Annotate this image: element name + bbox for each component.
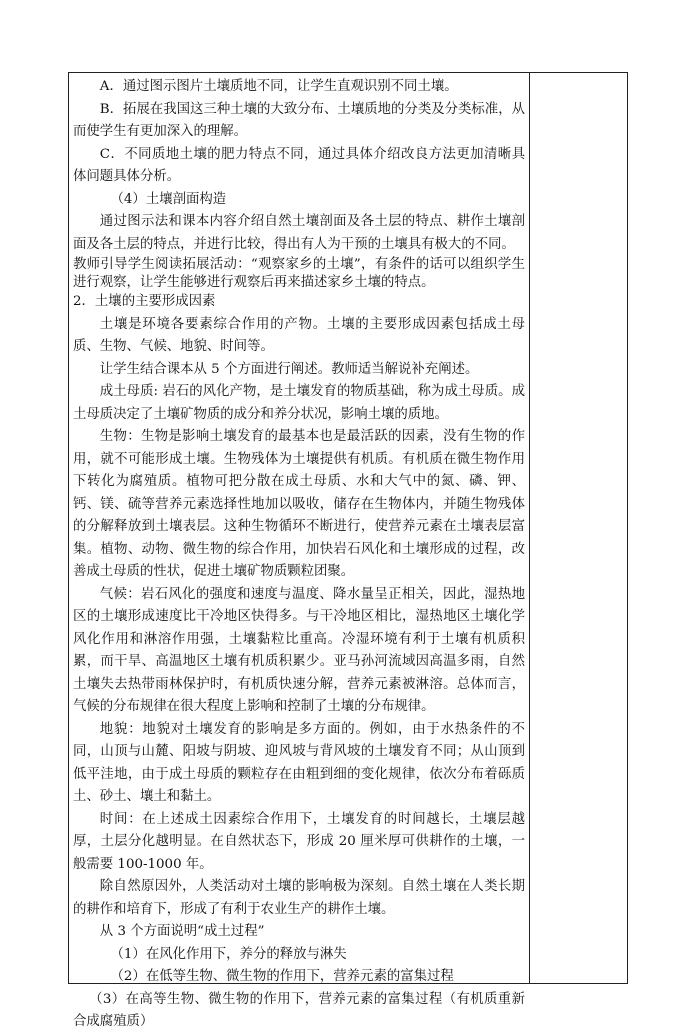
paragraph: 生物：生物是影响土壤发育的最基本也是最活跃的因素，没有生物的作用，就不可能形成土壤。生物残体为土壤提供有机质。有机质在微生物作用下转化为腐殖质。植物可把分散在成土母质、水和大气中的氮、磷、钾、钙、镁、硫等营养元素选择性地加以吸收，储存在生物体内，并随生物残体的分解释放到土壤表层。这种生物循环不断进行，使营养元素在土壤表层富集。植物、动物、微生物的综合作用，加快岩石风化和土壤形成的过程，改善成土母质的性状，促进土壤矿物质颗粒团聚。 (73, 429, 525, 579)
paragraph: 除自然原因外，人类活动对土壤的影响极为深刻。自然土壤在人类长期的耕作和培育下，形成了有利于农业生产的耕作土壤。 (73, 879, 525, 917)
paragraph: B．拓展在我国这三种土壤的大致分布、土壤质地的分类及分类标准，从而使学生有更加深入的理解。 (73, 101, 525, 139)
paragraph: C．不同质地土壤的肥力特点不同，通过具体介绍改良方法更加清晰具体问题具体分析。 (73, 146, 525, 184)
list-item: （3）在高等生物、微生物的作用下，营养元素的富集过程（有机质重新合成腐殖质） (73, 991, 525, 1029)
column-divider (529, 72, 530, 984)
paragraph: 让学生结合课本从 5 个方面进行阐述。教师适当解说补充阐述。 (99, 361, 479, 377)
paragraph: 地貌：地貌对土壤发育的影响是多方面的。例如，由于水热条件的不同，山顶与山麓、阳坡与阴坡、迎风坡与背风坡的土壤发育不同；从山顶到低平洼地，由于成土母质的颗粒存在由粗到细的变化规律，依次分布着砾质土、砂土、壤土和黏土。 (73, 721, 525, 804)
paragraph: A．通过图示图片土壤质地不同，让学生直观识别不同土壤。 (99, 79, 458, 94)
section-heading: 2．土壤的主要形成因素 (73, 294, 216, 309)
paragraph: 气候：岩石风化的强度和速度与温度、降水量呈正相关，因此，湿热地区的土壤形成速度比干冷地区快得多。与干冷地区相比，湿热地区土壤化学风化作用和淋溶作用强，土壤黏粒比重高。冷湿环境有利于土壤有机质积累，而干旱、高温地区土壤有机质积累少。亚马孙河流域因高温多雨，自然土壤失去热带雨林保护时，有机质快速分解，营养元素被淋溶。总体而言，气候的分布规律在很大程度上影响和控制了土壤的分布规律。 (73, 586, 525, 714)
paragraph: 时间：在上述成土因素综合作用下，土壤发育的时间越长，土壤层越厚，土层分化越明显。在自然状态下，形成 20 厘米厚可供耕作的土壤，一般需要 100-1000 年。 (73, 811, 525, 872)
list-item: （1）在风化作用下，养分的释放与淋失 (110, 946, 347, 962)
paragraph: （4）土壤剖面构造 (110, 191, 227, 207)
paragraph: 从 3 个方面说明“成土过程” (99, 924, 265, 939)
list-item: （2）在低等生物、微生物的作用下，营养元素的富集过程 (110, 969, 454, 984)
paragraph: 土壤是环境各要素综合作用的产物。土壤的主要形成因素包括成土母质、生物、气候、地貌、时间等。 (73, 316, 525, 354)
document-body (73, 76, 525, 1034)
paragraph: 教师引导学生阅读拓展活动：“观察家乡的土壤”，有条件的话可以组织学生进行观察，让学生能够进行观察后再来描述家乡土壤的特点。 (73, 257, 525, 290)
paragraph: 成土母质: 岩石的风化产物，是土壤发育的物质基础，称为成土母质。成土母质决定了土壤矿物质的成分和养分状况，影响土壤的质地。 (73, 384, 525, 422)
paragraph: 通过图示法和课本内容介绍自然土壤剖面及各土层的特点、耕作土壤剖面及各土层的特点，并进行比较，得出有人为干预的土壤具有极大的不同。 (73, 214, 525, 252)
